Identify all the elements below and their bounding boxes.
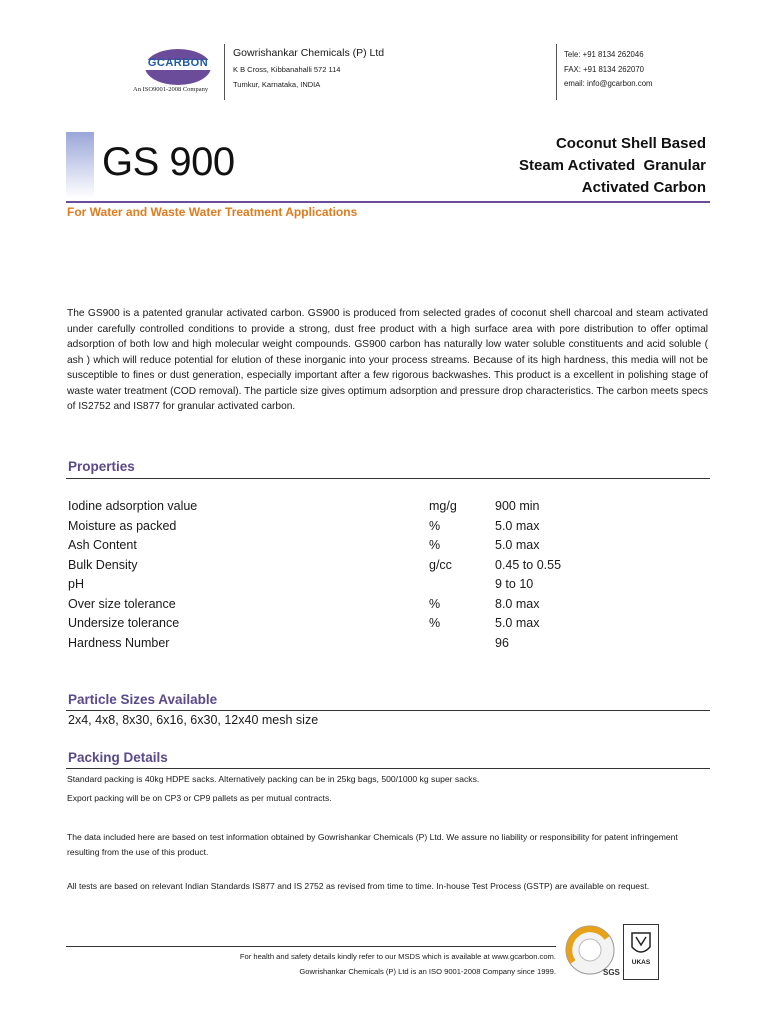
property-value: 5.0 max (495, 518, 540, 533)
table-row (68, 636, 708, 656)
logo-text: GCARBON (147, 57, 209, 69)
header-divider (556, 44, 557, 100)
packing-standard: Standard packing is 40kg HDPE sacks. Alternatively packing can be in 25kg bags, 500/1000 kg super sacks. (67, 774, 480, 784)
section-divider (66, 768, 710, 769)
logo-iso-caption: An ISO9001-2008 Company (133, 86, 209, 93)
subtitle-line-2: Steam Activated Granular (518, 157, 706, 174)
property-name: pH (68, 577, 84, 591)
table-row (68, 499, 708, 519)
ukas-certification-mark (623, 924, 659, 980)
ukas-label: UKAS (631, 959, 651, 966)
footer-divider (66, 946, 556, 947)
property-value: 5.0 max (495, 538, 540, 552)
address-line-2: Tumkur, Karnataka, INDIA (233, 80, 321, 89)
table-row (68, 519, 708, 539)
packing-export: Export packing will be on CP3 or CP9 pallets as per mutual contracts. (67, 793, 332, 803)
property-value: 8.0 max (495, 596, 540, 611)
property-name: Over size tolerance (68, 596, 176, 611)
property-unit: g/cc (429, 557, 452, 572)
title-divider (66, 201, 710, 203)
sgs-certification-seal (563, 924, 621, 980)
product-subtitle (406, 133, 706, 199)
subtitle-line-1: Coconut Shell Based (555, 135, 706, 152)
property-name: Undersize tolerance (68, 616, 180, 630)
header-divider (224, 44, 225, 100)
property-value: 5.0 max (495, 616, 540, 630)
table-row (68, 597, 708, 617)
table-row (68, 538, 708, 558)
property-unit: mg/g (429, 499, 457, 513)
property-unit: % (429, 538, 441, 552)
email-link[interactable]: email: info@gcarbon.com (564, 79, 653, 88)
property-value: 96 (495, 635, 509, 650)
property-value: 9 to 10 (495, 577, 534, 591)
property-unit: % (429, 596, 441, 611)
title-accent-bar (66, 132, 94, 198)
fax: FAX: +91 8134 262070 (564, 65, 644, 74)
section-divider (66, 710, 710, 711)
property-value: 0.45 to 0.55 (495, 557, 562, 572)
table-row (68, 616, 708, 636)
section-divider (66, 478, 710, 479)
address-line-1: K B Cross, Kibbanahalli 572 114 (233, 65, 341, 74)
property-name: Iodine adsorption value (68, 499, 198, 513)
product-title: GS 900 (102, 140, 235, 184)
properties-heading: Properties (68, 459, 135, 474)
company-name: Gowrishankar Chemicals (P) Ltd (233, 47, 385, 59)
liability-disclaimer: The data included here are based on test information obtained by Gowrishankar Chemicals (P) Ltd. We assure no liability or responsibility for patent infringement resulting from the use of this product. (67, 832, 678, 857)
product-description: The GS900 is a patented granular activated carbon. GS900 is produced from selected grades of coconut shell charcoal and steam activated under carefully controlled conditions to provide a strong, dust free product with a high surface area with pore distribution to offer optimal adsorption of both low and high molecular weight compounds. GS900 carbon has naturally low water soluble constituents and acid soluble ( ash ) which will reduce potential for elution of these inorganic into your process streams. Because of its high hardness, this media will not be susceptible to fines or dust generation, especially important after a few rigorous backwashes. This product is a excellent in polishing stage of waste water treatment (COD removal). The particle size gives optimum adsorption and pressure drop characteristics. The carbon meets specs of IS2752 and IS877 for granular activated carbon. (67, 308, 708, 412)
property-name: Hardness Number (68, 635, 170, 650)
property-unit: % (429, 616, 441, 630)
msds-note: For health and safety details kindly refer to our MSDS which is available at www.gcarbon.com. (239, 952, 556, 961)
table-row (68, 577, 708, 597)
packing-heading: Packing Details (68, 750, 168, 765)
iso-note: Gowrishankar Chemicals (P) Ltd is an ISO 9001-2008 Company since 1999. (299, 967, 556, 976)
telephone: Tele: +91 8134 262046 (564, 50, 644, 59)
property-name: Ash Content (68, 538, 137, 552)
property-value: 900 min (495, 499, 540, 513)
tests-note: All tests are based on relevant Indian Standards IS877 and IS 2752 as revised from time to time. In-house Test Process (GSTP) are available on request. (67, 881, 650, 891)
table-row (68, 558, 708, 578)
application-tagline: For Water and Waste Water Treatment Applications (67, 205, 358, 219)
company-logo (133, 45, 223, 97)
property-unit: % (429, 518, 441, 533)
subtitle-line-3: Activated Carbon (581, 179, 706, 196)
sgs-label: SGS (603, 968, 620, 977)
particle-sizes-heading: Particle Sizes Available (68, 692, 218, 707)
mesh-sizes: 2x4, 4x8, 8x30, 6x16, 6x30, 12x40 mesh size (68, 713, 319, 727)
property-name: Moisture as packed (68, 518, 177, 533)
property-name: Bulk Density (68, 557, 138, 572)
